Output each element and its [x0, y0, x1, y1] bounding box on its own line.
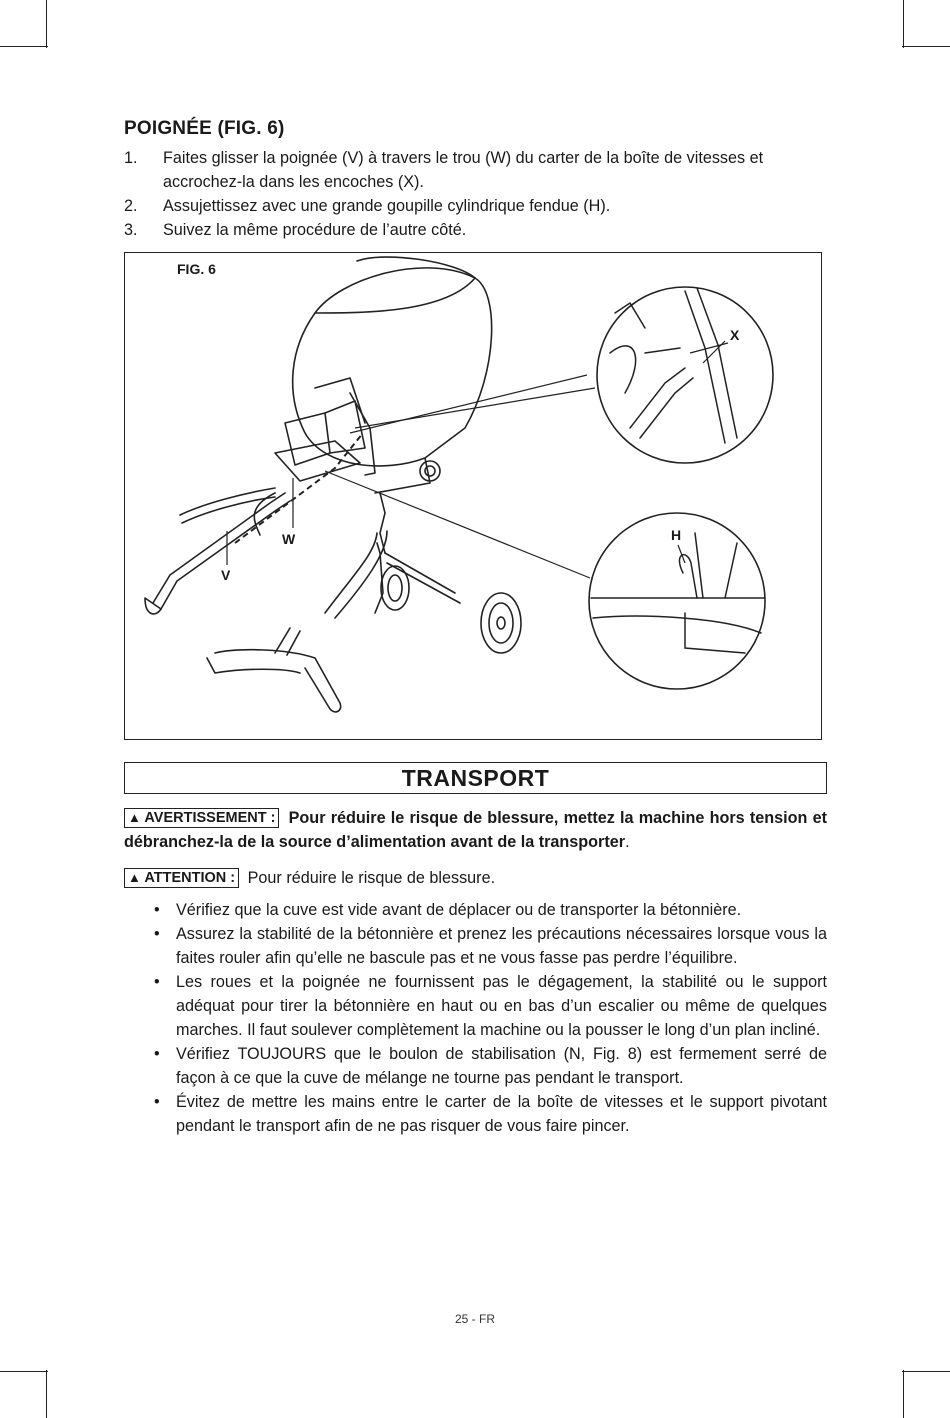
crop-mark [903, 1370, 904, 1418]
callout-h: H [671, 527, 682, 543]
caution-badge: ▲ ATTENTION : [124, 868, 239, 888]
crop-mark [902, 46, 950, 47]
bullet-icon: • [154, 901, 160, 919]
section-title-handle: POIGNÉE (FIG. 6) [124, 118, 285, 139]
list-item: • Assurez la stabilité de la bétonnière et prenez les précautions nécessaires lorsque vous la faites rouler afin qu’elle ne bascule pas et ne vous fasse pas perdre l’équilibre. [154, 922, 827, 970]
section-title-transport: TRANSPORT [124, 762, 827, 794]
list-item: 2. Assujettissez avec une grande goupille cylindrique fendue (H). [124, 197, 611, 215]
bullet-icon: • [154, 1093, 160, 1111]
callout-w: W [282, 531, 296, 547]
figure-6 [124, 252, 822, 740]
callout-x: X [730, 327, 740, 343]
page-content [124, 118, 827, 1138]
bullet-icon: • [154, 925, 160, 943]
crop-mark [46, 0, 47, 48]
warning-badge: ▲ AVERTISSEMENT : [124, 808, 279, 828]
handle-steps [124, 146, 827, 242]
crop-mark [902, 1371, 950, 1372]
bullet-icon: • [154, 1045, 160, 1063]
warning-triangle-icon: ▲ [128, 810, 141, 825]
list-item: • Les roues et la poignée ne fournissent pas le dégagement, la stabilité ou le support adéquat pour tirer la bétonnière en haut ou en bas d’un escalier ou même de quelques marches. Il faut soulever complètement la machine ou la pousser le long d’un plan incliné. [154, 970, 827, 1042]
warning-paragraph: ▲ AVERTISSEMENT : Pour réduire le risque de blessure, mettez la machine hors tension et débranchez-la de la source d’alimentation avant de la transporter. [124, 809, 828, 851]
list-item: 1. Faites glisser la poignée (V) à travers le trou (W) du carter de la boîte de vitesses et accrochez-la dans les encoches (X). [124, 149, 764, 191]
mixer-illustration [125, 253, 821, 739]
crop-mark [46, 1370, 47, 1418]
callout-v: V [221, 567, 231, 583]
crop-mark [0, 46, 48, 47]
crop-mark [903, 0, 904, 48]
list-item: • Évitez de mettre les mains entre le carter de la boîte de vitesses et le support pivotant pendant le transport afin de ne pas risquer de vous faire pincer. [154, 1090, 827, 1138]
page-number: 25 - FR [454, 1312, 495, 1326]
crop-mark [0, 1371, 48, 1372]
caution-paragraph: ▲ ATTENTION : Pour réduire le risque de blessure. [124, 866, 827, 890]
list-item: • Vérifiez TOUJOURS que le boulon de stabilisation (N, Fig. 8) est fermement serré de façon à ce que la cuve de mélange ne tourne pas pendant le transport. [154, 1042, 827, 1090]
warning-triangle-icon: ▲ [128, 870, 141, 885]
transport-bullets [124, 898, 827, 1138]
bullet-icon: • [154, 973, 160, 991]
list-item: • Vérifiez que la cuve est vide avant de déplacer ou de transporter la bétonnière. [154, 898, 827, 922]
figure-label: FIG. 6 [177, 261, 216, 277]
list-item: 3. Suivez la même procédure de l’autre côté. [124, 221, 467, 239]
